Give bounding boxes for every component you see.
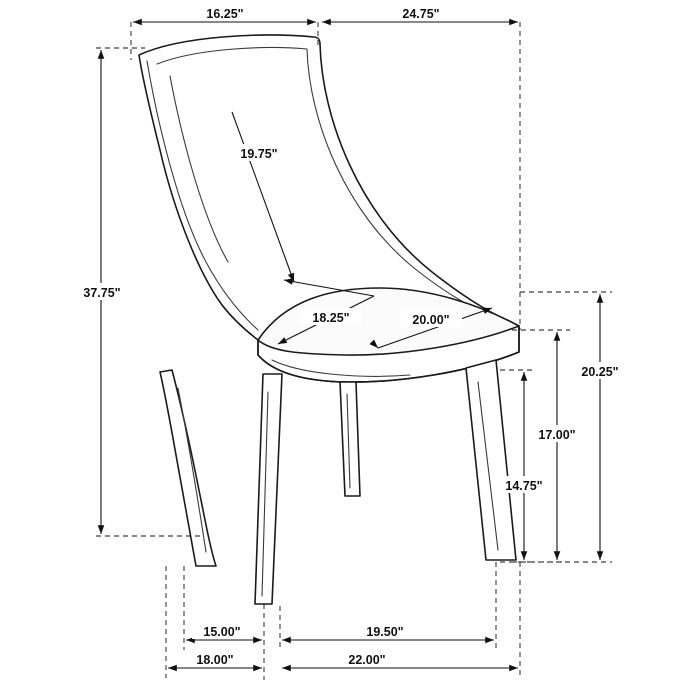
dim-back-top-width [131, 4, 318, 60]
dim-label-seat-depth: 18.25" [312, 311, 350, 325]
dim-base-depth-outer [282, 562, 520, 678]
dim-label-seat-height: 14.75" [505, 479, 543, 493]
dim-label-back-top-width: 16.25" [206, 7, 244, 21]
dim-label-leg-spread-inner: 15.00" [203, 625, 241, 639]
dim-label-leg-spread-outer: 18.00" [196, 653, 234, 667]
dim-seat-width [376, 308, 492, 348]
dim-label-back-height-diagonal: 19.75" [240, 147, 278, 161]
dim-label-seat-width: 20.00" [412, 313, 450, 327]
dim-label-seat-back-height: 17.00" [538, 428, 576, 442]
dim-label-arm-height: 20.25" [581, 365, 619, 379]
dim-label-base-depth-outer: 22.00" [348, 653, 386, 667]
dim-overall-depth-top [322, 4, 520, 330]
dim-label-base-depth-inner: 19.50" [366, 625, 404, 639]
dim-back-height-diagonal [228, 112, 294, 282]
dim-base-depth-inner [280, 562, 496, 650]
dim-overall-height [78, 48, 200, 536]
dim-label-overall-depth-top: 24.75" [402, 7, 440, 21]
dim-seat-depth [278, 280, 374, 344]
dim-seat-height [496, 370, 552, 562]
dim-label-overall-height: 37.75" [83, 286, 121, 300]
